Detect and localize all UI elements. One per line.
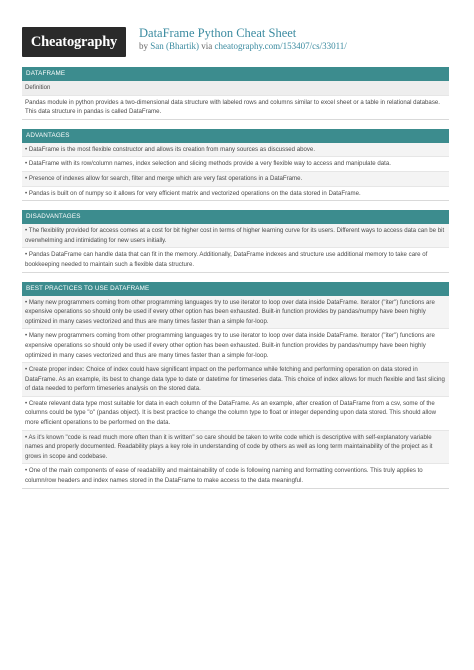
cheatography-logo[interactable]	[22, 27, 126, 57]
section-body	[22, 224, 449, 272]
section-body	[22, 296, 449, 489]
list-item: • Presence of indexes allow for search, filter and merge which are very fast operations in a DataFrame.	[22, 172, 449, 187]
list-item: • One of the main components of ease of readability and maintainability of code is following naming and formatting conventions. This truly applies to column/row headers and index names stored in the DataFrame to make access to the data meaningful.	[25, 467, 423, 485]
byline-via: via	[199, 41, 215, 51]
definition-text: Pandas module in python provides a two-dimensional data structure with labeled rows and columns similar to excel sheet or a table in relational database. This data structure in pandas is called DataFrame.	[25, 98, 440, 116]
section-disadvantages	[22, 210, 449, 272]
section-body	[22, 143, 449, 201]
author-link[interactable]: San (Bhartik)	[150, 41, 199, 51]
section-heading: BEST PRACTICES TO USE DATAFRAME	[22, 282, 449, 296]
list-item: • As it's known "code is read much more often than it is written" so care should be taken to write code which is descriptive with self-explanatory variable names and properly documented. Readability plays a key role in understanding of code by others as well as long term maintainability of the project as it grows in scope and codebase.	[22, 431, 449, 465]
cheat-sheet-content	[22, 67, 449, 498]
section-advantages	[22, 129, 449, 201]
list-item: • DataFrame is the most flexible constructor and allows its creation from many sources as discussed above.	[22, 143, 449, 158]
list-item: • Pandas DataFrame can handle data that can fit in the memory. Additionally, DataFrame indexes and structure use additional memory to take care of bookkeeping needed to maintain such a flexible data structure.	[25, 251, 428, 268]
list-item: • DataFrame with its row/column names, index selection and slicing methods provide a very flexible way to access and manipulate data.	[22, 157, 449, 172]
list-item: • Create relevant data type most suitable for data in each column of the DataFrame. As an example, after creation of DataFrame from a csv, some of the columns could be type "o" (pandas object). It is best practice to change the column type to float or integer depending upon data stored. This should allow more efficient operations to be performed on the data.	[22, 397, 449, 431]
section-dataframe	[22, 67, 449, 120]
byline-prefix: by	[139, 41, 151, 51]
page-header	[0, 0, 474, 62]
list-item: • Many new programmers coming from other programming languages try to use iterator to loop over data inside DataFrame. Iterator ("iter") functions are expensive operations so should only be used if every other option has been exhausted. Built-in function provides by pandas/numpy have been highly optimized in many cases vectorized and thus are many times faster than a simple for-loop.	[22, 329, 449, 363]
byline	[139, 41, 347, 51]
list-item: • Pandas is built on of numpy so it allows for very efficient matrix and vectorized operations on the data stored in DataFrame.	[25, 189, 361, 197]
section-heading: DISADVANTAGES	[22, 210, 449, 224]
sheet-url-link[interactable]: cheatography.com/153407/cs/33011/	[214, 41, 347, 51]
list-item: • Create proper index: Choice of index could have significant impact on the performance while fetching and performing operation on data stored in DataFrame. As an example, its best to change data type to date or datetime for timeseries data. This choice of index allows for much flexible and fast slicing of data needed to perform timeseries analysis on the stored data.	[22, 363, 449, 397]
list-item: • Many new programmers coming from other programming languages try to use iterator to loop over data inside DataFrame. Iterator ("iter") functions are expensive operations so should only be used if every other option has been exhausted. Built-in function provides by pandas/numpy have been highly optimized in many cases vectorized and thus are many times faster than a simple for-loop.	[22, 296, 449, 330]
section-heading: ADVANTAGES	[22, 129, 449, 143]
section-best-practices	[22, 282, 449, 489]
definition-label: Definition	[22, 81, 449, 96]
logo-text: Cheatography	[30, 33, 118, 50]
list-item: • The flexibility provided for access comes at a cost for bit higher cost in terms of higher learning curve for its users. Different ways to access data can be bit overwhelming and intimidating for new users initially.	[22, 224, 449, 248]
section-body	[22, 81, 449, 120]
page-title: DataFrame Python Cheat Sheet	[139, 26, 297, 40]
section-heading: DATAFRAME	[22, 67, 449, 81]
